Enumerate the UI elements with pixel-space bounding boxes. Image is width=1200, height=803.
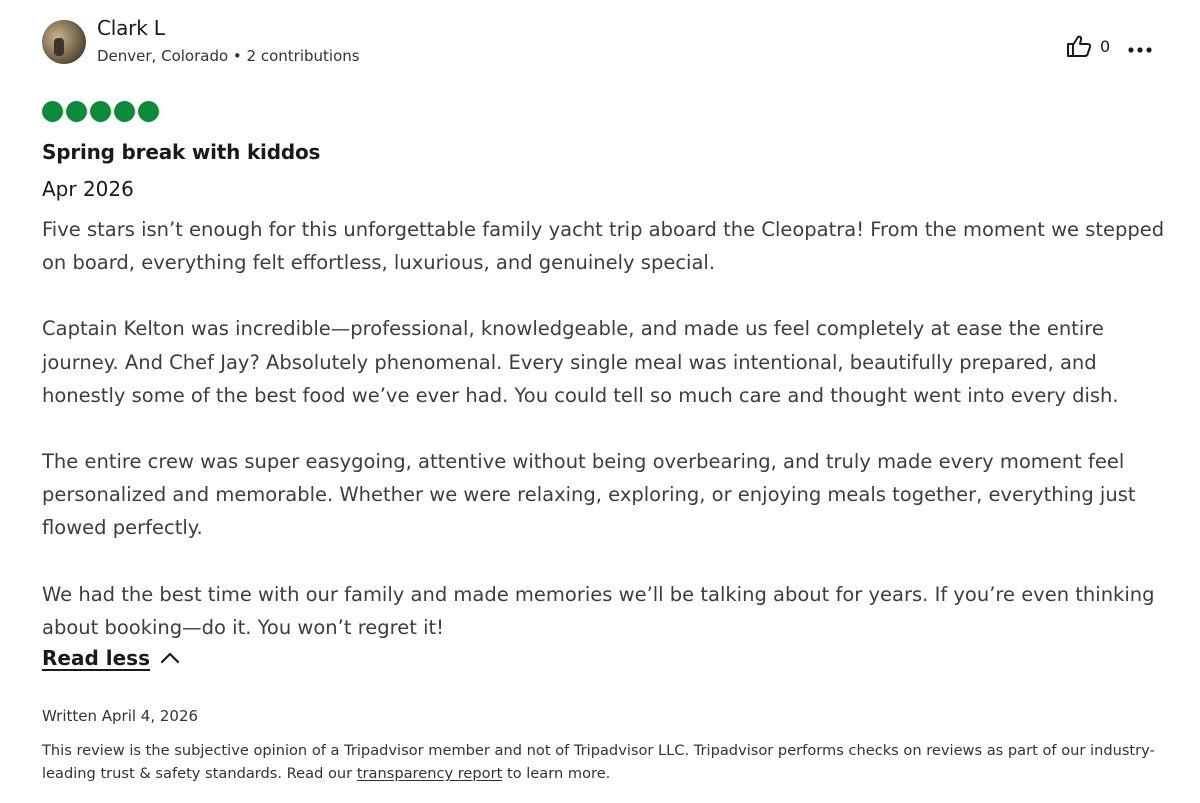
disclaimer-text-end: to learn more. xyxy=(502,765,611,782)
rating-bubble-icon xyxy=(114,101,135,122)
rating-bubble-icon xyxy=(90,101,111,122)
rating-bubble-icon xyxy=(42,101,63,122)
review-paragraph: Captain Kelton was incredible—professional, knowledgeable, and made us feel completely at ease the entire journey. And Chef Jay? Absolutely phenomenal. Every single meal was intentional, beautifully prepared, and honestly some of the best food we’ve ever had. You could tell so much care and thought went into every dish. xyxy=(42,317,1119,407)
review-paragraph: Five stars isn’t enough for this unforgettable family yacht trip aboard the Cleopatra! From the moment we stepped on board, everything felt effortless, luxurious, and genuinely special. xyxy=(42,218,1165,275)
review-date: Apr 2026 xyxy=(42,177,134,201)
review-paragraph: We had the best time with our family and made memories we’ll be talking about for years. If you’re even thinking about booking—do it. You won’t regret it! xyxy=(42,582,1155,639)
rating-bubble-icon xyxy=(66,101,87,122)
helpful-vote-button[interactable] xyxy=(1066,34,1110,58)
review-paragraph: The entire crew was super easygoing, attentive without being overbearing, and truly made every moment feel personalized and memorable. Whether we were relaxing, exploring, or enjoying meals together, everything just flowed perfectly. xyxy=(42,450,1136,540)
thumbs-up-icon xyxy=(1066,34,1092,58)
transparency-report-link[interactable]: transparency report xyxy=(356,765,503,782)
reviewer-name[interactable]: Clark L xyxy=(97,16,165,40)
disclaimer-text: This review is the subjective opinion of a Tripadvisor member and not of Tripadvisor LLC. Tripadvisor performs checks on reviews as part of our industry-leading trust & safety standards. Read our xyxy=(42,742,1155,782)
written-date: Written April 4, 2026 xyxy=(42,707,199,725)
more-options-button[interactable] xyxy=(1126,36,1154,58)
review-body xyxy=(42,213,1167,644)
rating-bubbles xyxy=(42,101,159,122)
read-less-label: Read less xyxy=(42,646,150,670)
chevron-up-icon xyxy=(160,649,180,668)
review-disclaimer xyxy=(42,739,1162,785)
read-less-button[interactable] xyxy=(42,646,180,670)
reviewer-meta: Denver, Colorado • 2 contributions xyxy=(97,47,360,65)
more-options-icon xyxy=(1128,38,1152,57)
review-title[interactable]: Spring break with kiddos xyxy=(42,140,321,164)
avatar[interactable] xyxy=(42,20,86,64)
rating-bubble-icon xyxy=(138,101,159,122)
helpful-count: 0 xyxy=(1100,36,1111,56)
